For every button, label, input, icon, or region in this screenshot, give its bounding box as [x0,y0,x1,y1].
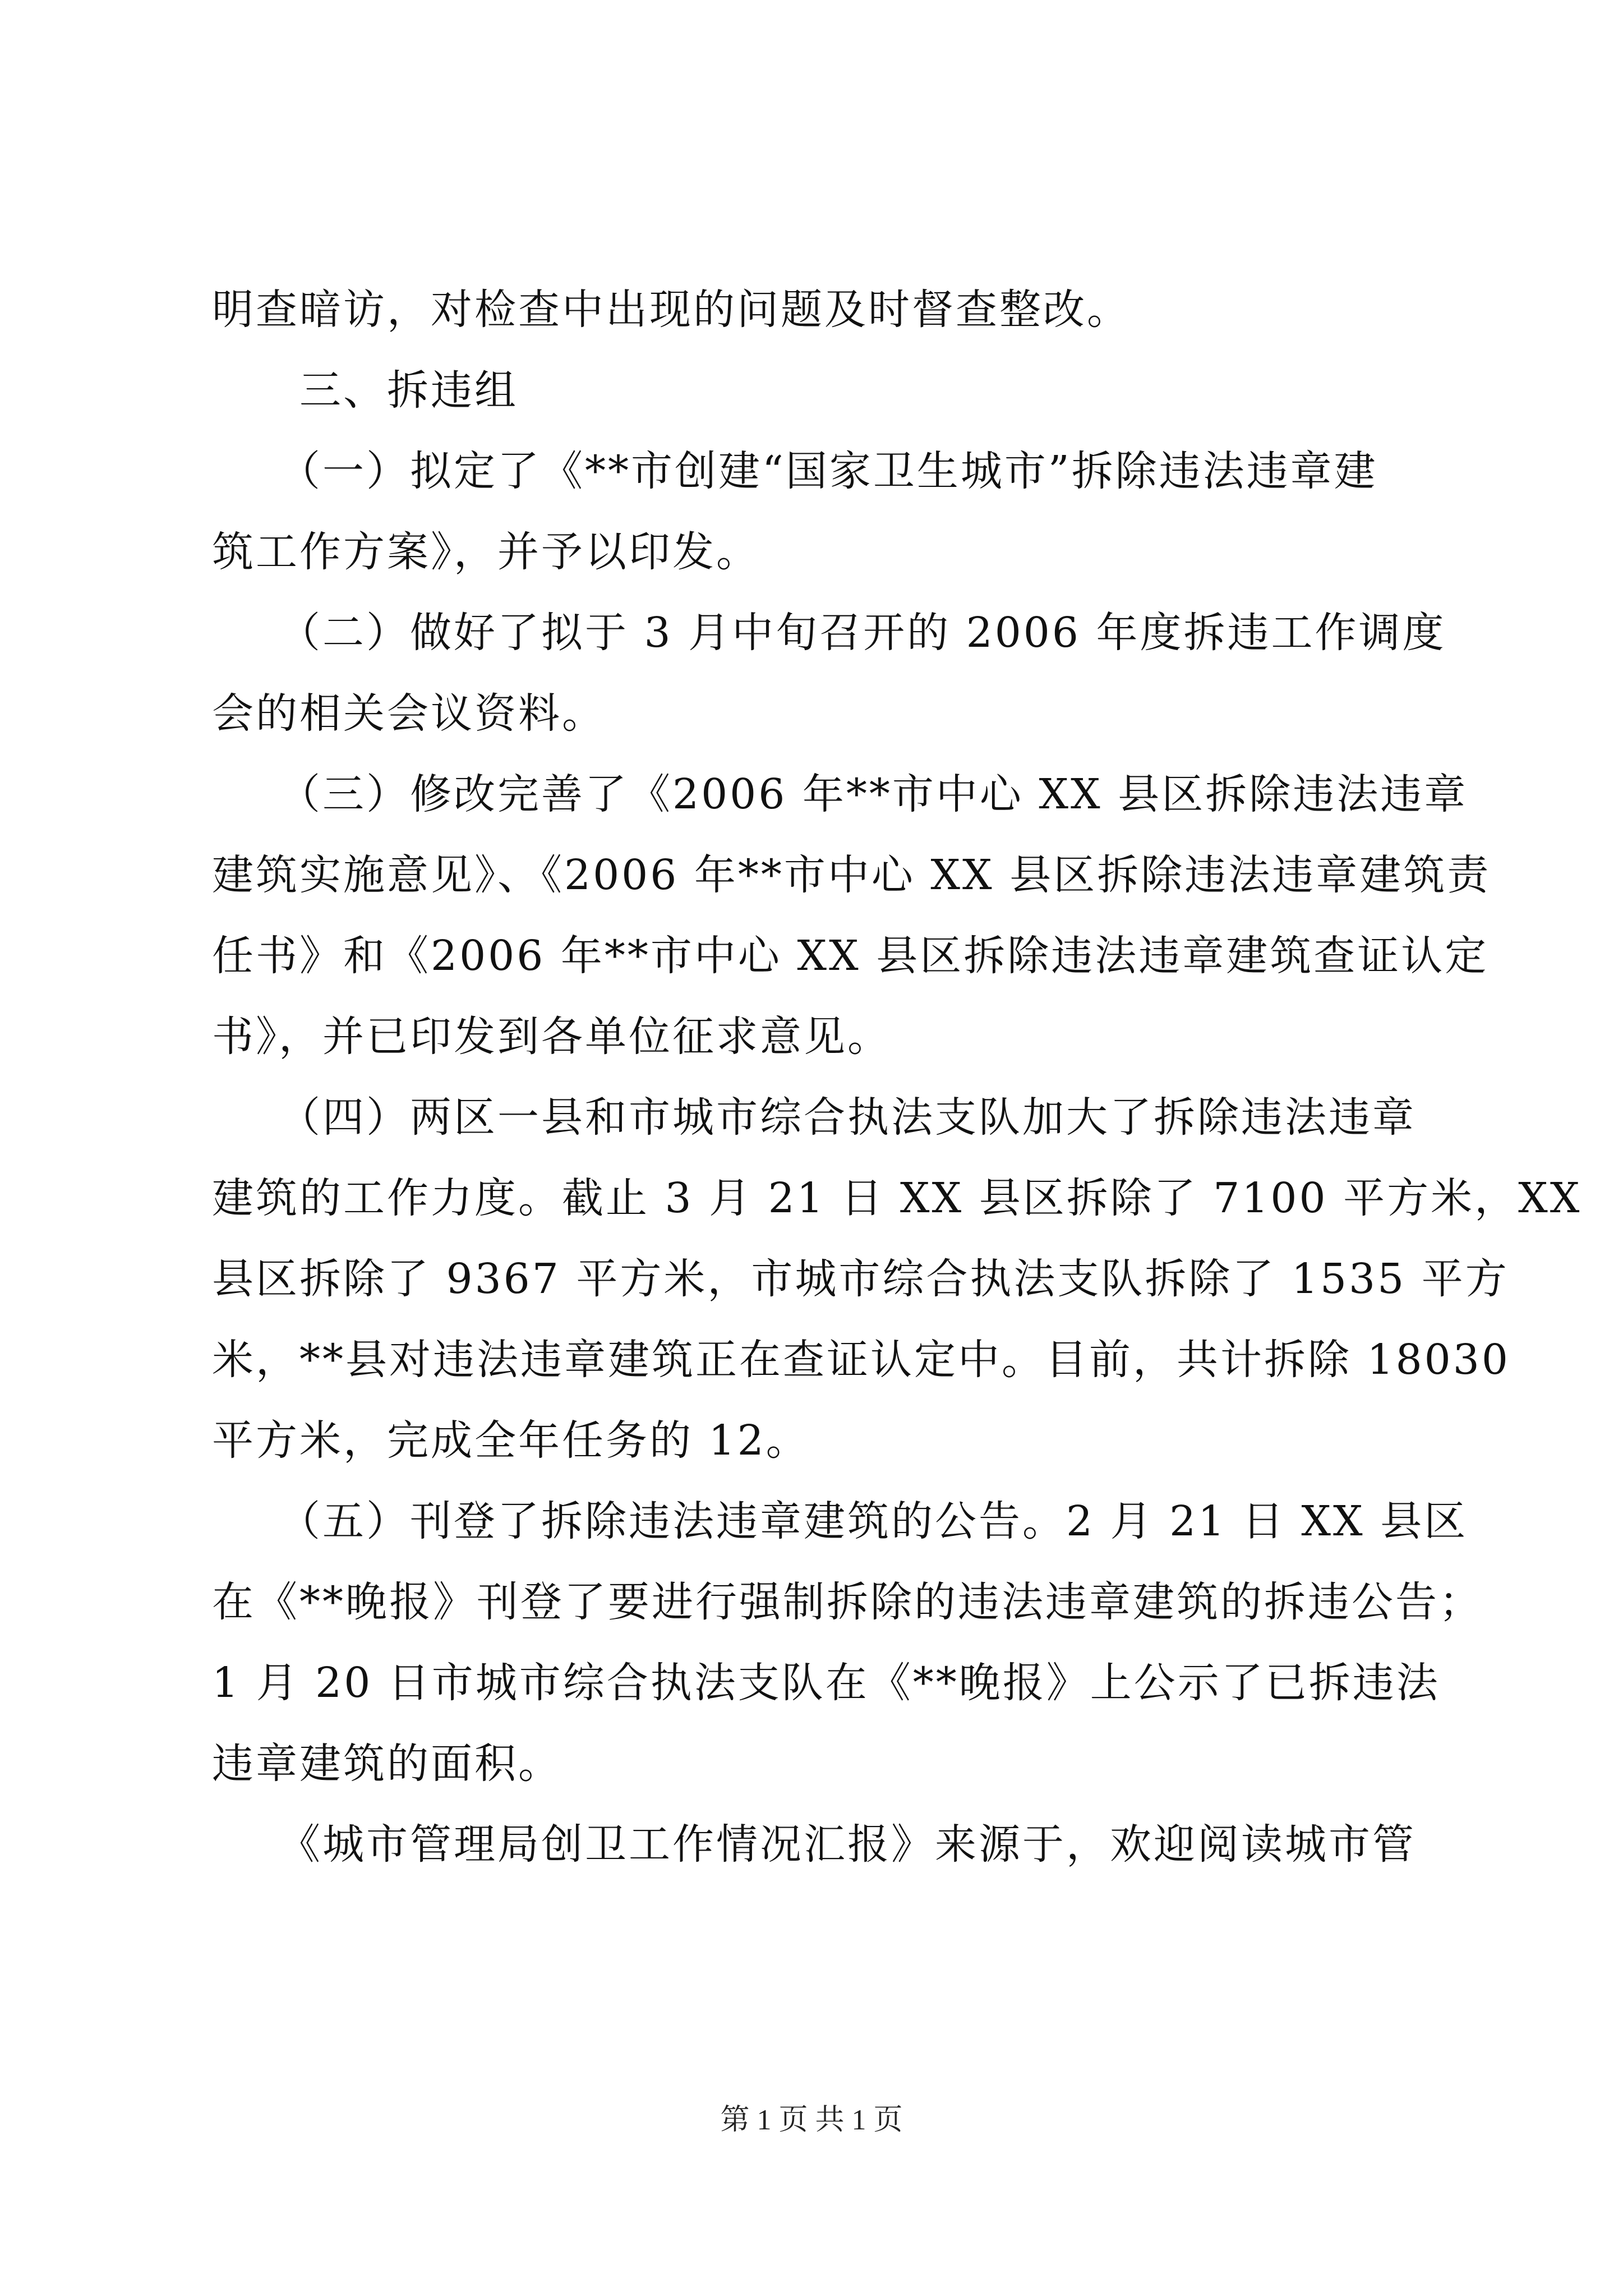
text-line: 明查暗访，对检查中出现的问题及时督查整改。 [212,286,1131,334]
text-line: 筑工作方案》，并予以印发。 [212,528,760,576]
section-heading: 三、拆违组 [212,366,518,415]
page-number-footer: 第 1 页 共 1 页 [720,2104,903,2136]
text-line: 建筑实施意见》、《2006 年**市中心 XX 县区拆除违法违章建筑责 [212,851,1491,899]
text-line: （五）刊登了拆除违法违章建筑的公告。2 月 21 日 XX 县区 [212,1497,1468,1545]
text-line: 县区拆除了 9367 平方米，市城市综合执法支队拆除了 1535 平方 [212,1255,1509,1303]
text-line: （三）修改完善了《2006 年**市中心 XX 县区拆除违法违章 [212,770,1468,818]
document-body [212,269,1582,1885]
text-line: 1 月 20 日市城市综合执法支队在《**晚报》上公示了已拆违法 [212,1659,1440,1707]
text-line: 建筑的工作力度。截止 3 月 21 日 XX 县区拆除了 7100 平方米，XX [212,1174,1582,1222]
text-line: 书》，并已印发到各单位征求意见。 [212,1013,891,1061]
text-line: 平方米，完成全年任务的 12。 [212,1416,810,1465]
text-line: 在《**晚报》刊登了要进行强制拆除的违法违章建筑的拆违公告； [212,1578,1483,1626]
text-line: 任书》和《2006 年**市中心 XX 县区拆除违法违章建筑查证认定 [212,932,1489,980]
text-line: （一）拟定了《**市创建“国家卫生城市”拆除违法违章建 [212,447,1378,495]
text-line: 《城市管理局创卫工作情况汇报》来源于，欢迎阅读城市管 [212,1820,1416,1869]
text-line: 米，**县对违法违章建筑正在查证认定中。目前，共计拆除 18030 [212,1336,1510,1384]
text-line: 会的相关会议资料。 [212,689,606,738]
text-line: 违章建筑的面积。 [212,1740,562,1788]
text-line: （二）做好了拟于 3 月中旬召开的 2006 年度拆违工作调度 [212,609,1446,657]
text-line: （四）两区一县和市城市综合执法支队加大了拆除违法违章 [212,1093,1416,1142]
